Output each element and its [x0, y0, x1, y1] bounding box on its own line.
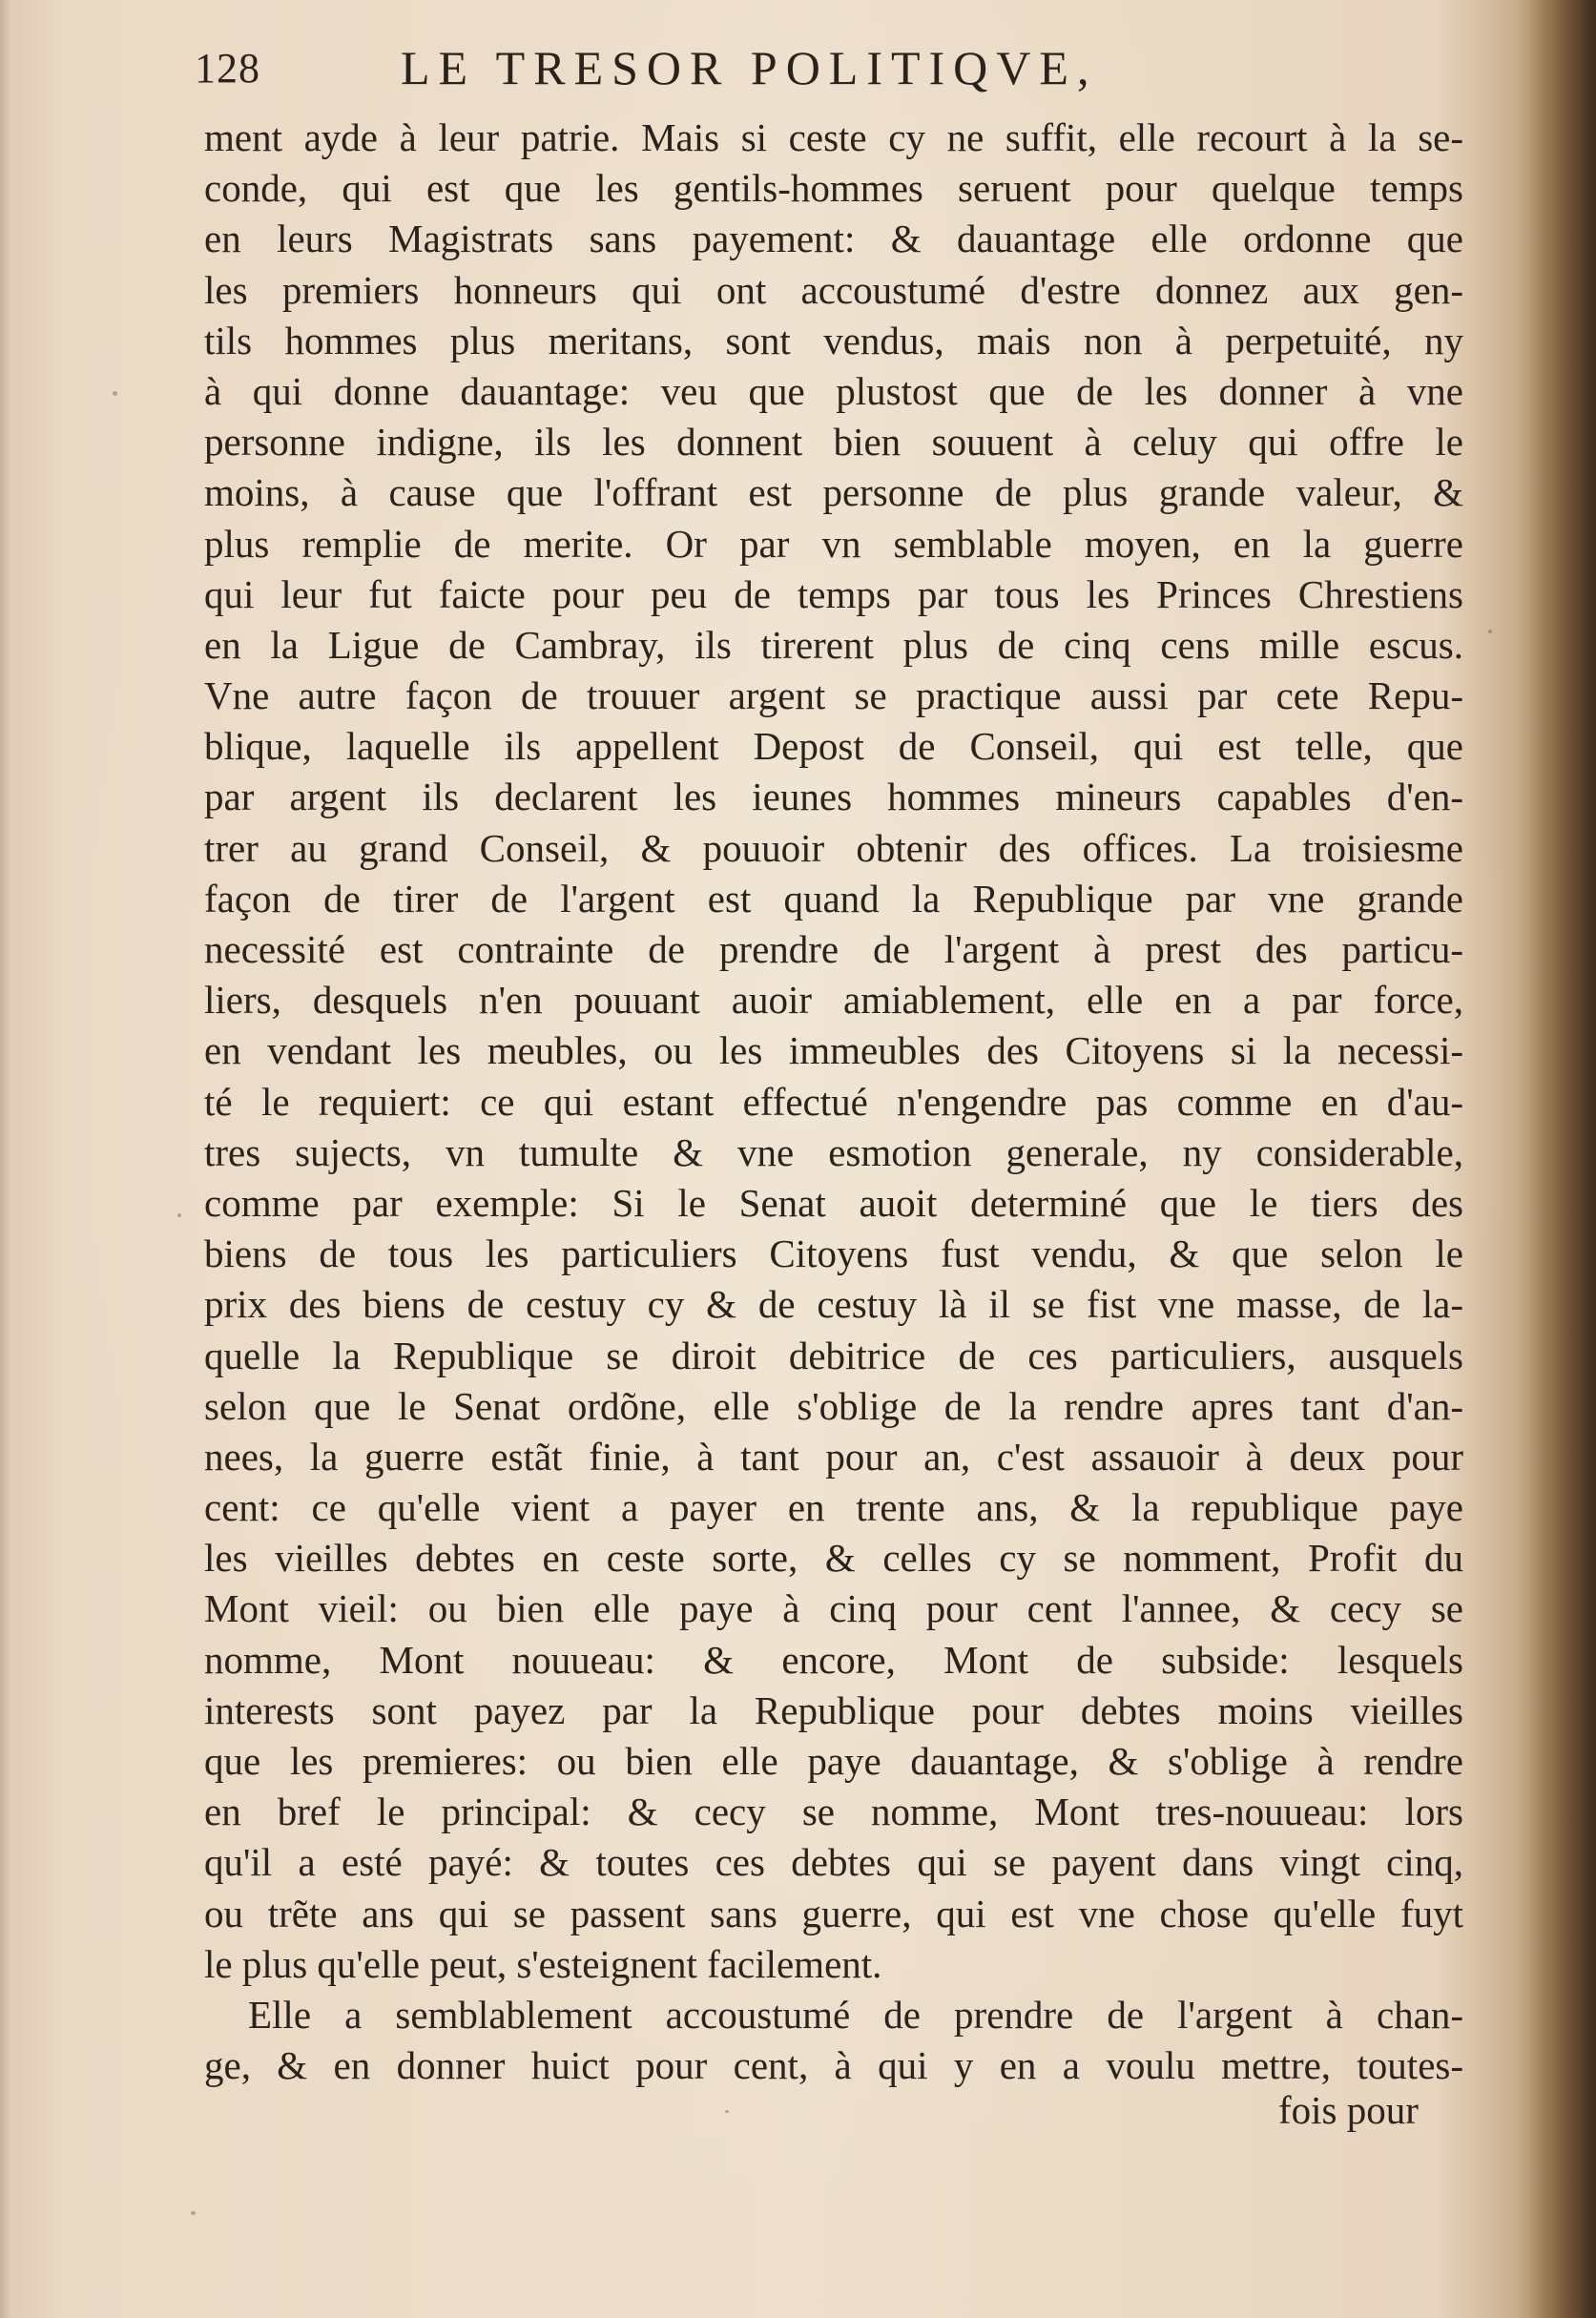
- text-line: liers, desquels n'en pouuant auoir amiablement, elle en a par force,: [204, 978, 1463, 1023]
- text-line: plus remplie de merite. Or par vn semblable moyen, en la guerre: [204, 521, 1463, 566]
- running-title: LE TRESOR POLITIQVE,: [401, 41, 1098, 94]
- text-line: cent: ce qu'elle vient a payer en trente ans, & la republique paye: [204, 1485, 1463, 1530]
- text-line: en leurs Magistrats sans payement: & dauantage elle ordonne que: [204, 217, 1463, 261]
- page-header: [195, 38, 1463, 105]
- paper-speck: [177, 1213, 181, 1217]
- text-line: trer au grand Conseil, & pouuoir obtenir des offices. La troisiesme: [204, 825, 1463, 870]
- paper-speck: [1488, 630, 1492, 633]
- catchword: fois pour: [1278, 2088, 1419, 2132]
- text-line: blique, laquelle ils appellent Depost de Conseil, qui est telle, que: [204, 724, 1463, 769]
- text-line-paragraph-start: Elle a semblablement accoustumé de prendre de l'argent à chan-: [248, 1992, 1463, 2037]
- text-line: que les premieres: ou bien elle paye dauantage, & s'oblige à rendre: [204, 1739, 1463, 1783]
- text-line: par argent ils declarent les ieunes hommes mineurs capables d'en-: [204, 775, 1463, 819]
- page-left-edge: [0, 0, 13, 2318]
- text-line: les vieilles debtes en ceste sorte, & celles cy se nomment, Profit du: [204, 1536, 1463, 1581]
- text-line: en vendant les meubles, ou les immeubles des Citoyens si la necessi-: [204, 1028, 1463, 1073]
- text-line: moins, à cause que l'offrant est personne de plus grande valeur, &: [204, 470, 1463, 515]
- text-line: en bref le principal: & cecy se nomme, Mont tres-nouueau: lors: [204, 1790, 1463, 1834]
- text-line-paragraph-end: le plus qu'elle peut, s'esteignent facilement.: [204, 1941, 882, 1986]
- page-gutter-shadow: [1529, 0, 1596, 2318]
- text-line: necessité est contrainte de prendre de l'argent à prest des particu-: [204, 927, 1463, 971]
- body-text: [204, 113, 1463, 2091]
- text-line: tils hommes plus meritans, sont vendus, mais non à perpetuité, ny: [204, 318, 1463, 362]
- text-line: personne indigne, ils les donnent bien souuent à celuy qui offre le: [204, 420, 1463, 465]
- text-line: à qui donne dauantage: veu que plustost que de les donner à vne: [204, 368, 1463, 413]
- text-line: biens de tous les particuliers Citoyens fust vendu, & que selon le: [204, 1231, 1463, 1276]
- text-line: façon de tirer de l'argent est quand la Republique par vne grande: [204, 876, 1463, 921]
- text-line: nees, la guerre estãt finie, à tant pour an, c'est assauoir à deux pour: [204, 1434, 1463, 1479]
- text-line: nomme, Mont nouueau: & encore, Mont de subside: lesquels: [204, 1637, 1463, 1682]
- text-line: Mont vieil: ou bien elle paye à cinq pour cent l'annee, & cecy se: [204, 1586, 1463, 1631]
- text-line: les premiers honneurs qui ont accoustumé d'estre donnez aux gen-: [204, 267, 1463, 312]
- paper-speck: [725, 2110, 729, 2113]
- text-line: ou trẽte ans qui se passent sans guerre, qui est vne chose qu'elle fuyt: [204, 1891, 1463, 1935]
- text-line: ge, & en donner huict pour cent, à qui y en a voulu mettre, toutes-: [204, 2043, 1463, 2088]
- text-line: selon que le Senat ordõne, elle s'oblige de la rendre apres tant d'an-: [204, 1383, 1463, 1428]
- text-line: té le requiert: ce qui estant effectué n'engendre pas comme en d'au-: [204, 1079, 1463, 1124]
- text-line: ment ayde à leur patrie. Mais si ceste cy ne suffit, elle recourt à la se-: [204, 115, 1463, 159]
- text-line: interests sont payez par la Republique pour debtes moins vieilles: [204, 1687, 1463, 1732]
- paper-speck: [113, 391, 117, 396]
- text-line: comme par exemple: Si le Senat auoit determiné que le tiers des: [204, 1180, 1463, 1225]
- text-line: tres sujects, vn tumulte & vne esmotion generale, ny considerable,: [204, 1129, 1463, 1174]
- text-line: Vne autre façon de trouuer argent se practique aussi par cete Repu-: [204, 673, 1463, 718]
- text-line: qu'il a esté payé: & toutes ces debtes qui se payent dans vingt cinq,: [204, 1840, 1463, 1885]
- page-number: 128: [195, 45, 260, 92]
- text-line: conde, qui est que les gentils-hommes seruent pour quelque temps: [204, 166, 1463, 211]
- paper-speck: [191, 2211, 196, 2215]
- text-line: prix des biens de cestuy cy & de cestuy là il se fist vne masse, de la-: [204, 1282, 1463, 1327]
- text-line: qui leur fut faicte pour peu de temps par tous les Princes Chrestiens: [204, 571, 1463, 616]
- text-line: quelle la Republique se diroit debitrice de ces particuliers, ausquels: [204, 1333, 1463, 1377]
- text-line: en la Ligue de Cambray, ils tirerent plus de cinq cens mille escus.: [204, 622, 1463, 667]
